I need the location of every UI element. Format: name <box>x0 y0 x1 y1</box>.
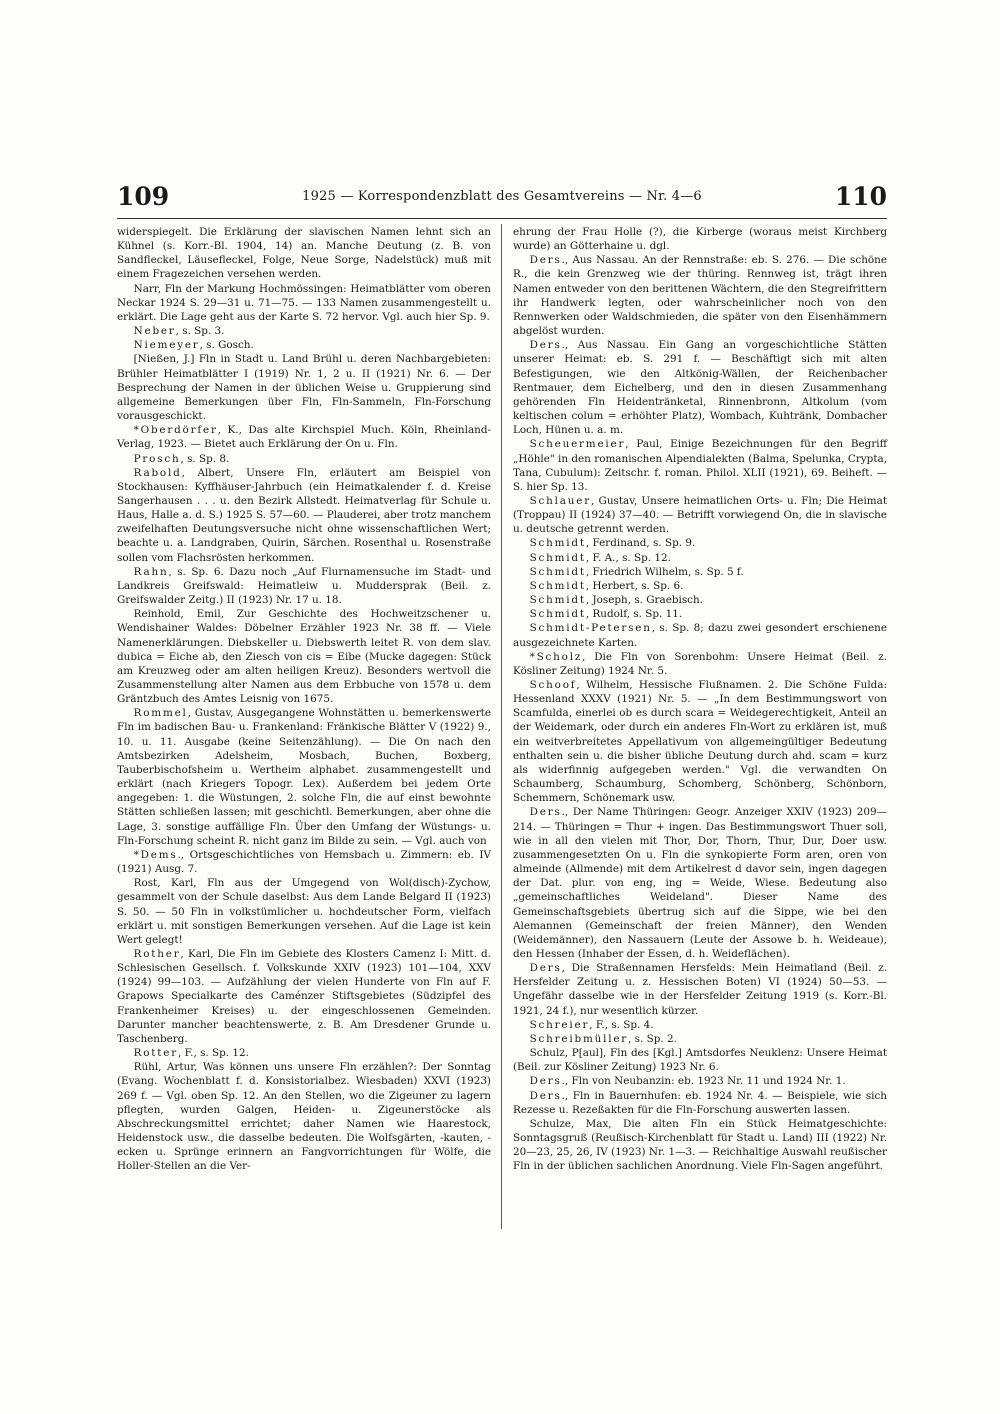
entry-text: [Nießen, J.] Fln in Stadt u. Land Brühl u. deren Nachbargebieten: Brühler Heimatblätter I (1919) Nr. 1, 2 u. II (1921) Nr. 6. — Der Besprechung der Namen in der üblichen Weise u. Gruppierung sind allgemeine Bemerkungen über Fln, Fln-Sammeln, Fln-Forschung vorausgeschickt. <box>117 353 491 423</box>
entry-text: , Albert, Unsere Fln, erläutert am Beispiel von Stockhausen: Kyffhäuser-Jahrbuch (ein Heimatkalender f. d. Kreise Sangerhausen . . . u. den Bezirk Allstedt. Heimatverlag für Schule u. Haus, Halle a. d. S.) 1925 S. 57—60. — Plauderei, aber trotz manchem zweifelhaften Deutungsversuche nicht ohne wissenschaftlichen Wert; beachte u. a. Landgraben, Quirin, Särchen. Rosenthal u. Rosenstraße sollen vom Flachsrösten herkommen. <box>117 466 491 564</box>
entry-author: Rotter <box>133 1047 178 1060</box>
bibliography-entry <box>117 876 491 947</box>
entry-text: Schulze, Max, Die alten Fln ein Stück Heimatgeschichte: Sonntagsgruß (Reußisch-Kirchenblatt für Stadt u. Land) III (1922) Nr. 20—23, 25, 26, IV (1923) Nr. 1—3. — Reichhaltige Auswahl reußischer Fln in der üblichen sachlichen Anordnung. Viele Fln-Sagen angeführt. <box>513 1117 887 1173</box>
bibliography-entry <box>513 1018 887 1032</box>
entry-author: Scheuermeier <box>529 438 626 451</box>
entry-text: , Joseph, s. Graebisch. <box>585 594 703 607</box>
entry-text: widerspiegelt. Die Erklärung der slavischen Namen lehnt sich an Kühnel (s. Korr.-Bl. 1904, 14) an. Manche Deutung (z. B. von Sandfleckel, Läusefleckel, Folge, Neue Sorge, Nadelstück) muß mit einem Fragezeichen versehen werden. <box>117 226 491 281</box>
entry-text: ., Fln von Neubanzin: eb. 1923 Nr. 11 und 1924 Nr. 1. <box>561 1075 846 1088</box>
entry-text: Rost, Karl, Fln aus der Umgegend von Wol(disch)-Zychow, gesammelt von der Schule daselbst: Aus dem Lande Belgard II (1923) S. 50. — 50 Fln in volkstümlicher u. hochdeutscher Form, vielfach erklärt u. mit sonstigen Bemerkungen versehen. Auf die Lage ist kein Wert gelegt! <box>117 877 491 946</box>
entry-text: , Gustav, Ausgegangene Wohnstätten u. bemerkenswerte Fln im badischen Bau- u. Frankenland: Fränkische Blätter V (1922) 9., 10. u. 11. Ausgabe (keine Seitenzählung). — Die On nach den Amtsbezirken Adelsheim, Mosbach, Buchen, Boxberg, Tauberbischofsheim u. Wertheim alphabet. zusammengestellt und erklärt (nach Kriegers Topogr. Lex). Außerdem bei jedem Orte angegeben: 1. die Wüstungen, 2. solche Fln, die auf einst bewohnte Stätten schließen lassen; mit geschichtl. Bemerkungen, aber ohne die Lage, 3. sonstige auffällige Fln. Über den Umfang der Wüstungs- u. Fln-Forschung scheint R. nicht ganz im Bilde zu sein. — Vgl. auch von <box>117 707 491 847</box>
entry-text: , F., s. Sp. 4. <box>589 1018 654 1031</box>
bibliography-entry <box>513 593 887 607</box>
entry-author: Schmidt <box>529 608 586 621</box>
header-rule <box>117 218 887 219</box>
entry-text: , s. Sp. 8. <box>180 452 230 465</box>
bibliography-entry <box>513 678 887 805</box>
entry-author: *Oberdörfer <box>133 424 218 437</box>
entry-author: Schmidt <box>529 579 586 592</box>
entry-text: , Ferdinand, s. Sp. 9. <box>585 537 696 550</box>
bibliography-entry <box>117 947 491 1046</box>
bibliography-entry <box>513 551 887 565</box>
bibliography-entry <box>117 423 491 451</box>
entry-author: Neber <box>133 325 176 338</box>
bibliography-entry <box>117 225 491 282</box>
entry-text: , Paul, Einige Bezeichnungen für den Begriff „Höhle" in den romanischen Alpendialekten (Balma, Spelunka, Crypta, Tana, Cubulum): Zeitschr. f. roman. Philol. XLII (1921), 69. Beiheft. — S. hier Sp. 13. <box>513 438 887 493</box>
entry-text: , Wilhelm, Hessische Flußnamen. 2. Die Schöne Fulda: Hessenland XXXV (1921) Nr. 5. — „In dem Bestimmungswort von Scamfulda, einerlei ob es durch scara = Weidegerechtigkeit, Anteil an der Weidemark, oder durch ein anderes Fln-Wort zu erklären ist, muß ein weitverbreitetes Appellativum von allgemeingültiger Bedeutung enthalten sein u. die bisher übliche Deutung durch ahd. scam = kurz als widerfinnig aufgegeben werden." Vgl. die verwandten On Schaumberg, Schaumburg, Schomberg, Schönberg, Schönborn, Schemmern, Schönemark usw. <box>513 679 887 805</box>
entry-text: Reinhold, Emil, Zur Geschichte des Hochweitzschener u. Wendishainer Waldes: Döbelner Erzähler 1923 Nr. 38 ff. — Viele Namenerklärungen. Diebskeller u. Diebswerth leitet R. von dem slav. dubica = Eiche ab, den Ziesch von cis = Eibe (Mucke dagegen: Stück am Kreuzweg oder am alten heiligen Kreuz). Besonders wertvoll die Zusammenstellung alter Namen aus dem Erbbuche von 1578 u. dem Gräntzbuch des Amtes Leisnig von 1675. <box>117 608 491 706</box>
entry-text: ehrung der Frau Holle (?), die Kirberge (woraus meist Kirchberg wurde) an Götterhaine u. dgl. <box>513 226 887 253</box>
entry-text: , Die Straßennamen Hersfelds: Mein Heimatland (Beil. z. Hersfelder Zeitung u. z. Hessischen Boten) VI (1924) 50—53. — Ungefähr dasselbe wie in der Hersfelder Zeitung 1919 (s. Korr.-Bl. 1921, 24 f.), nur wesentlich kürzer. <box>513 962 887 1017</box>
bibliography-entry <box>513 437 887 494</box>
entry-text: Rühl, Artur, Was können uns unsere Fln erzählen?: Der Sonntag (Evang. Wochenblatt f. d. Konsistorialbez. Wiesbaden) XXVI (1923) 269 f. — Vgl. oben Sp. 12. An den Stellen, wo die Zigeuner zu lagern pflegten, wurden Galgen, Heiden- u. Zigeunerstöcke als Abschreckungsmittel errichtet; daher Namen wie Haarestock, Heidenstock usw., die dasselbe bedeuten. Die Wolfsgärten, -kauten, -ecken u. Sprünge erinnern an Fangvorrichtungen für Wölfe, die Holler-Stellen an die Ver- <box>117 1061 491 1173</box>
page-header <box>117 180 887 214</box>
right-column <box>513 225 887 1173</box>
bibliography-entry <box>513 607 887 621</box>
bibliography-entry <box>513 1089 887 1117</box>
entry-text: ., Fln in Bauernhufen: eb. 1924 Nr. 4. — Beispiele, wie sich Rezesse u. Rezeßakten für die Fln-Forschung auswerten lassen. <box>513 1089 887 1116</box>
entry-author: Ders <box>529 339 562 352</box>
entry-author: Rother <box>133 947 181 960</box>
entry-text: , F. A., s. Sp. 12. <box>585 551 671 564</box>
bibliography-entry <box>513 805 887 961</box>
bibliography-entry <box>513 621 887 649</box>
bibliography-entry <box>117 607 491 706</box>
bibliography-entry <box>117 1060 491 1173</box>
bibliography-entry <box>117 1046 491 1060</box>
bibliography-entry <box>513 565 887 579</box>
entry-text: , s. Sp. 8; dazu zwei gesondert erschienene ausgezeichnete Karten. <box>513 622 887 649</box>
bibliography-entry <box>513 1032 887 1046</box>
entry-text: ., Aus Nassau. An der Rennstraße: eb. S. 276. — Die schöne R., die kein Grenzweg wie der thüring. Rennweg ist, trägt ihren Namen entweder von den berittenen Wächtern, die den Stegreifrittern ihr Handwerk legten, oder wahrscheinlicher noch von den Rennwerken oder Waldschmieden, die später von den Eisenhämmern abgelöst wurden. <box>513 254 887 338</box>
page-number-left: 109 <box>117 182 170 211</box>
entry-text: Schulz, P[aul], Fln des [Kgl.] Amtsdorfes Neuklenz: Unsere Heimat (Beil. zur Kösliner Zeitung) 1923 Nr. 6. <box>513 1047 887 1074</box>
bibliography-entry <box>513 1074 887 1088</box>
bibliography-entry <box>117 282 491 324</box>
entry-author: Prosch <box>133 452 181 465</box>
bibliography-entry <box>117 452 491 466</box>
entry-author: Ders <box>529 806 562 819</box>
entry-text: ., Der Name Thüringen: Geogr. Anzeiger XXIV (1923) 209—214. — Thüringen = Thur + ingen. Das Bestimmungswort Thuer soll, wie in all den vielen mit Thor, Dor, Thorn, Thur, Dur, Doer usw. zusammengesetzten On u. Fln die synkopierte Form aren, oren von almeinde (Allmende) mit dem Artikelrest d davor sein, ingen dagegen der Dat. plur. von eng, ing = Weide, Wiese. Bedeutung also „gemeinschaftliches Weideland". Dieser Name des Gemeinschaftsgebiets übertrug sich auf die Sippe, wie bei den Alemannen (Gemeinschaft der freien Männer), den Wenden (Weidemänner), den Nassauern (Leute der Assowe b. h. Weideaue), den Hessen (Inhaber der Essen, d. h. Weideflächen). <box>513 806 887 960</box>
entry-text: , Gustav, Unsere heimatlichen Orts- u. Fln; Die Heimat (Troppau) II (1924) 37—40. — Betrifft vorwiegend On, die in slavische u. deutsche getrennt werden. <box>513 494 887 536</box>
entry-author: Schreibmüller <box>529 1032 629 1045</box>
entry-text: , Herbert, s. Sp. 6. <box>585 579 684 592</box>
bibliography-entry <box>513 1117 887 1174</box>
entry-author: Schmidt-Petersen <box>529 622 652 635</box>
entry-author: Ders <box>529 962 562 975</box>
bibliography-entry <box>513 579 887 593</box>
left-column <box>117 225 491 1173</box>
entry-author: Ders <box>529 1075 562 1088</box>
bibliography-entry <box>117 324 491 338</box>
entry-author: Rahn <box>133 565 169 578</box>
entry-author: Schmidt <box>529 565 586 578</box>
entry-text: ., Aus Nassau. Ein Gang an vorgeschichtliche Stätten unserer Heimat: eb. S. 291 f. — Beschäftigt sich mit alten Befestigungen, wie den Altkönig-Wällen, der Reichenbacher Rentmauer, dem Eichelberg, und den in diesen Zusammenhang gehörenden Fln Heidentränketal, Rinnenbronn, Altkolum (vom keltischen colum = erhöhter Platz), Wombach, Kuhtränk, Dombacher Loch, Hünen u. a. m. <box>513 339 887 437</box>
entry-author: Rabold <box>133 466 182 479</box>
entry-text: , Karl, Die Fln im Gebiete des Klosters Camenz I: Mitt. d. Schlesischen Gesellsch. f. Volkskunde XXIV (1923) 101—104, XXV (1924) 99—103. — Aufzählung der vielen Hunderte von Fln auf F. Grapows Specialkarte des Caménzer Stiftsgebietes (Südzipfel des Frankenheimer Kreises) u. der eingeschlossenen Gemeinden. Darunter mancher beachtenswerte, z. B. Am Dresdener Grunde u. Taschenberg. <box>117 947 491 1045</box>
entry-text: , Rudolf, s. Sp. 11. <box>585 608 683 621</box>
entry-text: , s. Sp. 3. <box>175 325 225 338</box>
bibliography-entry <box>117 338 491 352</box>
bibliography-entry <box>513 650 887 678</box>
entry-author: Schmidt <box>529 594 586 607</box>
column-divider <box>501 224 502 1229</box>
entry-author: Niemeyer <box>133 339 200 352</box>
entry-author: Schmidt <box>529 537 586 550</box>
bibliography-entry <box>513 338 887 437</box>
entry-text: , s. Sp. 2. <box>628 1032 677 1045</box>
entry-text: Narr, Fln der Markung Hochmössingen: Heimatblätter vom oberen Neckar 1924 S. 29—31 u. 71—75. — 133 Namen zusammengestellt u. erklärt. Die Lage geht aus der Karte S. 72 hervor. Vgl. auch hier Sp. 9. <box>117 282 491 323</box>
entry-author: Schoof <box>529 679 577 691</box>
entry-author: *Dems <box>133 848 178 861</box>
page-number-right: 110 <box>834 182 887 211</box>
entry-author: Ders <box>529 254 562 267</box>
entry-author: Schlauer <box>529 494 591 507</box>
bibliography-entry <box>117 466 491 565</box>
entry-text: , Friedrich Wilhelm, s. Sp. 5 f. <box>585 565 744 578</box>
bibliography-entry <box>117 565 491 607</box>
bibliography-entry <box>513 961 887 1018</box>
bibliography-entry <box>513 253 887 338</box>
entry-author: *Scholz <box>529 650 583 663</box>
bibliography-entry <box>513 536 887 550</box>
bibliography-entry <box>513 225 887 253</box>
entry-author: Schreier <box>529 1018 590 1031</box>
bibliography-entry <box>117 706 491 848</box>
entry-text: , s. Sp. 6. Dazu noch „Auf Flurnamensuche im Stadt- und Landkreis Greifswald: Heimatleiw u. Muddersprak (Beil. z. Greifswalder Zeitg.) II (1923) Nr. 17 u. 18. <box>117 565 491 607</box>
entry-text: , K., Das alte Kirchspiel Much. Köln, Rheinland-Verlag, 1923. — Bietet auch Erklärung der On u. Fln. <box>117 424 491 451</box>
running-head: 1925 — Korrespondenzblatt des Gesamtvereins — Nr. 4—6 <box>302 189 702 204</box>
bibliography-entry <box>513 494 887 536</box>
bibliography-entry <box>513 1046 887 1074</box>
entry-author: Schmidt <box>529 551 586 564</box>
bibliography-entry <box>117 352 491 423</box>
entry-text: , s. Gosch. <box>199 339 254 352</box>
entry-text: ., Ortsgeschichtliches von Hemsbach u. Zimmern: eb. IV (1921) Ausg. 7. <box>117 848 491 876</box>
entry-author: Ders <box>529 1089 562 1102</box>
entry-text: , F., s. Sp. 12. <box>177 1047 249 1060</box>
entry-author: Rommel <box>133 707 188 720</box>
entry-text: , Die Fln von Sorenbohm: Unsere Heimat (Beil. z. Kösliner Zeitung) 1924 Nr. 5. <box>513 650 887 677</box>
bibliography-entry <box>117 848 491 876</box>
